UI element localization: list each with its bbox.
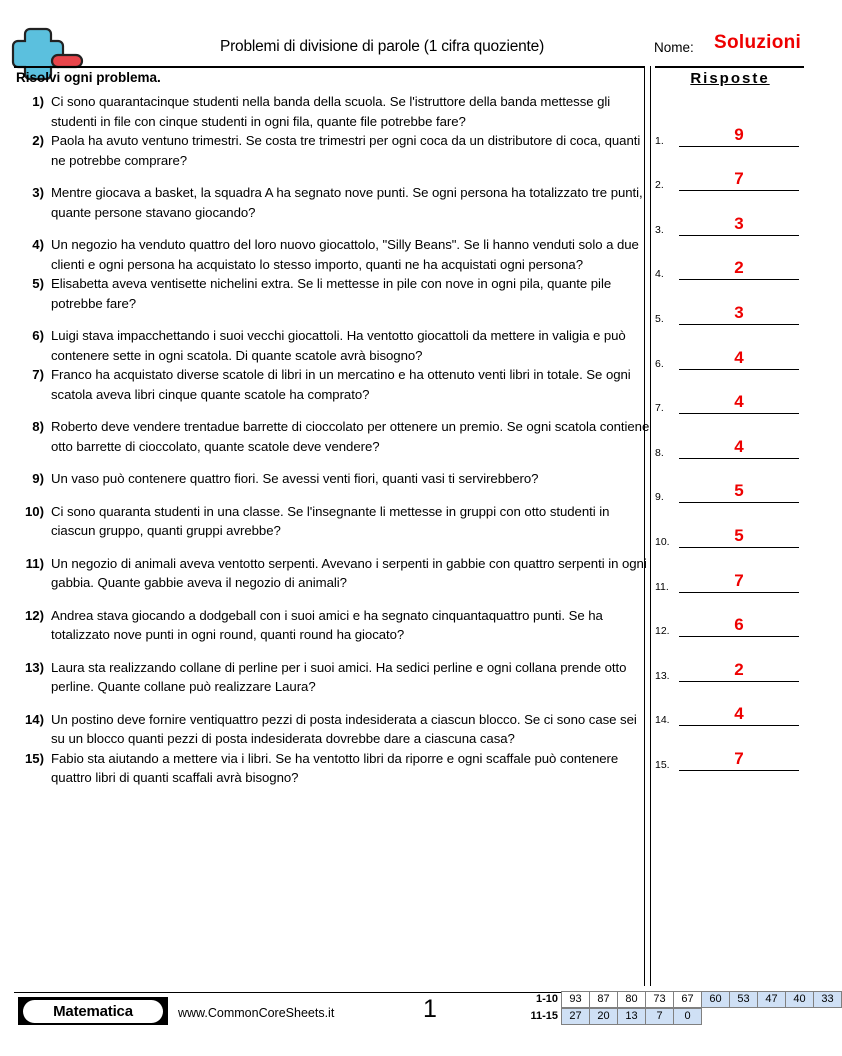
problem-text: Paola ha avuto ventuno trimestri. Se costa tre trimestri per ogni coca da un distributore di coca, quanti ne potrebbe comprare? xyxy=(51,133,641,168)
problem-text: Roberto deve vendere trentadue barrette di cioccolato per ottenere un premio. Se ogni scatola contiene otto barrette di cioccolato, quante scatole deve vendere? xyxy=(51,419,650,454)
problem-text: Ci sono quarantacinque studenti nella banda della scuola. Se l'istruttore della banda mettesse gli studenti in file con cinque studenti in ogni fila, quante file potrebbe fare? xyxy=(51,94,611,129)
problem-number: 8) xyxy=(32,419,44,434)
answer-line[interactable] xyxy=(679,458,799,459)
brand-label: Matematica xyxy=(53,1002,133,1020)
problem-text: Un postino deve fornire ventiquattro pezzi di posta indesiderata a ciascun blocco. Se ci sono case sei su un blocco quanti pezzi di posta indesiderata dovrebbe dare a ciascuna casa? xyxy=(51,711,637,746)
answer-value: 3 xyxy=(734,302,744,322)
problem-item xyxy=(14,710,654,749)
problem-number: 4) xyxy=(32,237,44,252)
problem-spacer xyxy=(14,541,654,554)
problem-item xyxy=(14,749,654,788)
answer-index: 1. xyxy=(655,134,664,147)
score-cell: 67 xyxy=(673,991,702,1008)
answer-row xyxy=(655,149,807,194)
answers-heading: Risposte xyxy=(690,70,770,87)
answer-value: 4 xyxy=(734,392,744,412)
problem-item xyxy=(14,235,654,274)
score-cell: 47 xyxy=(757,991,786,1008)
problem-spacer xyxy=(14,645,654,658)
answer-index: 12. xyxy=(655,625,670,638)
answer-row xyxy=(655,595,807,640)
site-url[interactable]: www.CommonCoreSheets.it xyxy=(178,1006,335,1020)
header-divider-left xyxy=(14,66,644,68)
problem-text: Un vaso può contenere quattro fiori. Se avessi venti fiori, quanti vasi ti servirebbero? xyxy=(51,471,539,486)
answer-row xyxy=(655,416,807,461)
answer-row xyxy=(655,684,807,729)
plus-minus-logo-icon xyxy=(14,24,88,72)
problem-item xyxy=(14,183,654,222)
problem-text: Franco ha acquistato diverse scatole di libri in un mercatino e ha ottenuto venti libri in totale. Se ogni scatola aveva libri cinque quante scatole ha comprato? xyxy=(51,367,631,402)
score-cell: 93 xyxy=(561,991,590,1008)
score-cells xyxy=(562,991,842,1008)
answer-value: 2 xyxy=(734,659,744,679)
answer-row xyxy=(655,639,807,684)
problem-item xyxy=(14,658,654,697)
page-title: Problemi di divisione di parole (1 cifra quoziente) xyxy=(219,38,545,55)
answer-index: 7. xyxy=(655,402,664,415)
score-cell: 7 xyxy=(645,1008,674,1025)
problem-spacer xyxy=(14,170,654,183)
answer-row xyxy=(655,327,807,372)
score-cell: 0 xyxy=(673,1008,702,1025)
score-table xyxy=(506,991,842,1025)
answer-row xyxy=(655,282,807,327)
answer-value: 4 xyxy=(734,436,744,456)
page-number: 1 xyxy=(423,995,437,1023)
answer-index: 14. xyxy=(655,714,670,727)
answer-value: 3 xyxy=(734,213,744,233)
answer-index: 10. xyxy=(655,535,670,548)
problem-number: 1) xyxy=(32,94,44,109)
problem-text: Mentre giocava a basket, la squadra A ha segnato nove punti. Se ogni persona ha totalizzato tre punti, quante persone stavano giocando? xyxy=(51,185,643,220)
answer-row xyxy=(655,104,807,149)
answer-index: 2. xyxy=(655,179,664,192)
answer-row xyxy=(655,550,807,595)
score-cell: 27 xyxy=(561,1008,590,1025)
score-cell: 13 xyxy=(617,1008,646,1025)
answer-value: 4 xyxy=(734,704,744,724)
score-table-row xyxy=(506,991,842,1008)
problem-number: 13) xyxy=(24,659,44,675)
answer-line[interactable] xyxy=(679,235,799,236)
answer-index: 5. xyxy=(655,312,664,325)
problem-number: 11) xyxy=(25,555,44,571)
answer-line[interactable] xyxy=(679,146,799,147)
problem-item xyxy=(14,326,654,365)
problem-text: Laura sta realizzando collane di perline per i suoi amici. Ha sedici perline e ogni collana prende otto perline. Quante collane può realizzare Laura? xyxy=(51,659,627,694)
problem-spacer xyxy=(14,593,654,606)
problem-number: 15) xyxy=(24,750,44,766)
problem-item xyxy=(14,92,654,131)
answer-index: 3. xyxy=(655,223,664,236)
answer-value: 2 xyxy=(734,258,744,278)
answer-row xyxy=(655,505,807,550)
problem-number: 9) xyxy=(32,471,44,486)
problem-number: 6) xyxy=(32,328,44,343)
answer-value: 6 xyxy=(734,615,744,635)
score-cell: 53 xyxy=(729,991,758,1008)
answer-line[interactable] xyxy=(679,725,799,726)
problem-spacer xyxy=(14,313,654,326)
problem-number: 7) xyxy=(32,367,44,382)
problem-item xyxy=(14,131,654,170)
score-cell: 87 xyxy=(589,991,618,1008)
score-cell: 60 xyxy=(701,991,730,1008)
answer-index: 13. xyxy=(655,669,670,682)
problem-spacer xyxy=(14,489,654,502)
problem-text: Elisabetta aveva ventisette nichelini extra. Se li mettesse in pile con nove in ogni pila, quante pile potrebbe fare? xyxy=(51,276,612,311)
answer-value: 5 xyxy=(734,525,744,545)
answers-list xyxy=(655,104,807,773)
problem-item xyxy=(14,502,654,541)
problem-item xyxy=(14,365,654,404)
score-row-label: 11-15 xyxy=(530,1010,558,1022)
score-cell: 33 xyxy=(813,991,842,1008)
answer-line[interactable] xyxy=(679,413,799,414)
page-header xyxy=(14,22,804,70)
brand-pill xyxy=(23,1000,163,1023)
answer-row xyxy=(655,193,807,238)
answer-line[interactable] xyxy=(679,369,799,370)
problem-spacer xyxy=(14,456,654,469)
problem-item xyxy=(14,554,654,593)
answer-line[interactable] xyxy=(679,592,799,593)
score-cell: 20 xyxy=(589,1008,618,1025)
answer-index: 6. xyxy=(655,357,664,370)
score-row-label: 1-10 xyxy=(535,993,558,1005)
problem-number: 3) xyxy=(32,185,44,200)
answer-value: 7 xyxy=(734,169,744,189)
name-label: Nome: xyxy=(654,40,694,55)
problem-item xyxy=(14,417,654,456)
score-cell: 80 xyxy=(617,991,646,1008)
answer-line[interactable] xyxy=(679,190,799,191)
answer-row xyxy=(655,728,807,773)
answer-line[interactable] xyxy=(679,324,799,325)
instruction-text: Risolvi ogni problema. xyxy=(16,70,161,85)
problem-number: 14) xyxy=(24,711,44,727)
problem-text: Ci sono quaranta studenti in una classe. Se l'insegnante li mettesse in gruppi con otto studenti in ciascun gruppo, quanti gruppi avrebbe? xyxy=(51,503,610,538)
problem-spacer xyxy=(14,697,654,710)
answer-value: 7 xyxy=(734,570,744,590)
answer-line[interactable] xyxy=(679,547,799,548)
problem-spacer xyxy=(14,222,654,235)
problem-text: Un negozio di animali aveva ventotto serpenti. Avevano i serpenti in gabbie con quattro serpenti in ogni gabbia. Quante gabbie aveva il negozio di animali? xyxy=(51,555,647,590)
score-cell: 73 xyxy=(645,991,674,1008)
answer-line[interactable] xyxy=(679,502,799,503)
answer-index: 15. xyxy=(655,758,670,771)
answer-row xyxy=(655,238,807,283)
answer-value: 4 xyxy=(734,347,744,367)
problem-item xyxy=(14,606,654,645)
answer-index: 8. xyxy=(655,446,664,459)
score-cell: 40 xyxy=(785,991,814,1008)
problem-number: 12) xyxy=(24,607,44,623)
problem-spacer xyxy=(14,404,654,417)
answer-row xyxy=(655,461,807,506)
score-cells xyxy=(562,1008,702,1025)
name-value: Soluzioni xyxy=(714,32,802,53)
answer-value: 5 xyxy=(734,481,744,501)
answer-value: 9 xyxy=(734,124,744,144)
problem-item xyxy=(14,274,654,313)
answer-index: 4. xyxy=(655,268,664,281)
answer-index: 11. xyxy=(655,580,669,593)
problem-item xyxy=(14,469,654,489)
answer-row xyxy=(655,372,807,417)
problem-text: Un negozio ha venduto quattro del loro nuovo giocattolo, "Silly Beans". Se li hanno venduti solo a due clienti e ogni persona ha acquistato lo stesso importo, quanti ne ha acquistati ogni persona? xyxy=(51,237,639,272)
header-divider-right xyxy=(655,66,804,68)
problem-number: 5) xyxy=(32,276,44,291)
score-table-row xyxy=(506,1008,842,1025)
brand-badge xyxy=(18,997,168,1025)
problems-list xyxy=(14,92,654,788)
answer-line[interactable] xyxy=(679,636,799,637)
answer-line[interactable] xyxy=(679,770,799,771)
problem-text: Fabio sta aiutando a mettere via i libri. Se ha ventotto libri da riporre e ogni scaffale può contenere quattro libri di quanti scaffali avrà bisogno? xyxy=(51,750,619,785)
problem-text: Andrea stava giocando a dodgeball con i suoi amici e ha segnato cinquantaquattro punti. Se ha totalizzato nove punti in ogni round, quanti round ha giocato? xyxy=(51,607,603,642)
answer-line[interactable] xyxy=(679,279,799,280)
problem-number: 10) xyxy=(24,503,44,519)
answer-index: 9. xyxy=(655,491,664,504)
answer-line[interactable] xyxy=(679,681,799,682)
answer-value: 7 xyxy=(734,748,744,768)
problem-text: Luigi stava impacchettando i suoi vecchi giocattoli. Ha ventotto giocattoli da mettere in valigia e può contenere sette in ogni scatola. Di quante scatole avrà bisogno? xyxy=(51,328,626,363)
problem-number: 2) xyxy=(32,133,44,148)
